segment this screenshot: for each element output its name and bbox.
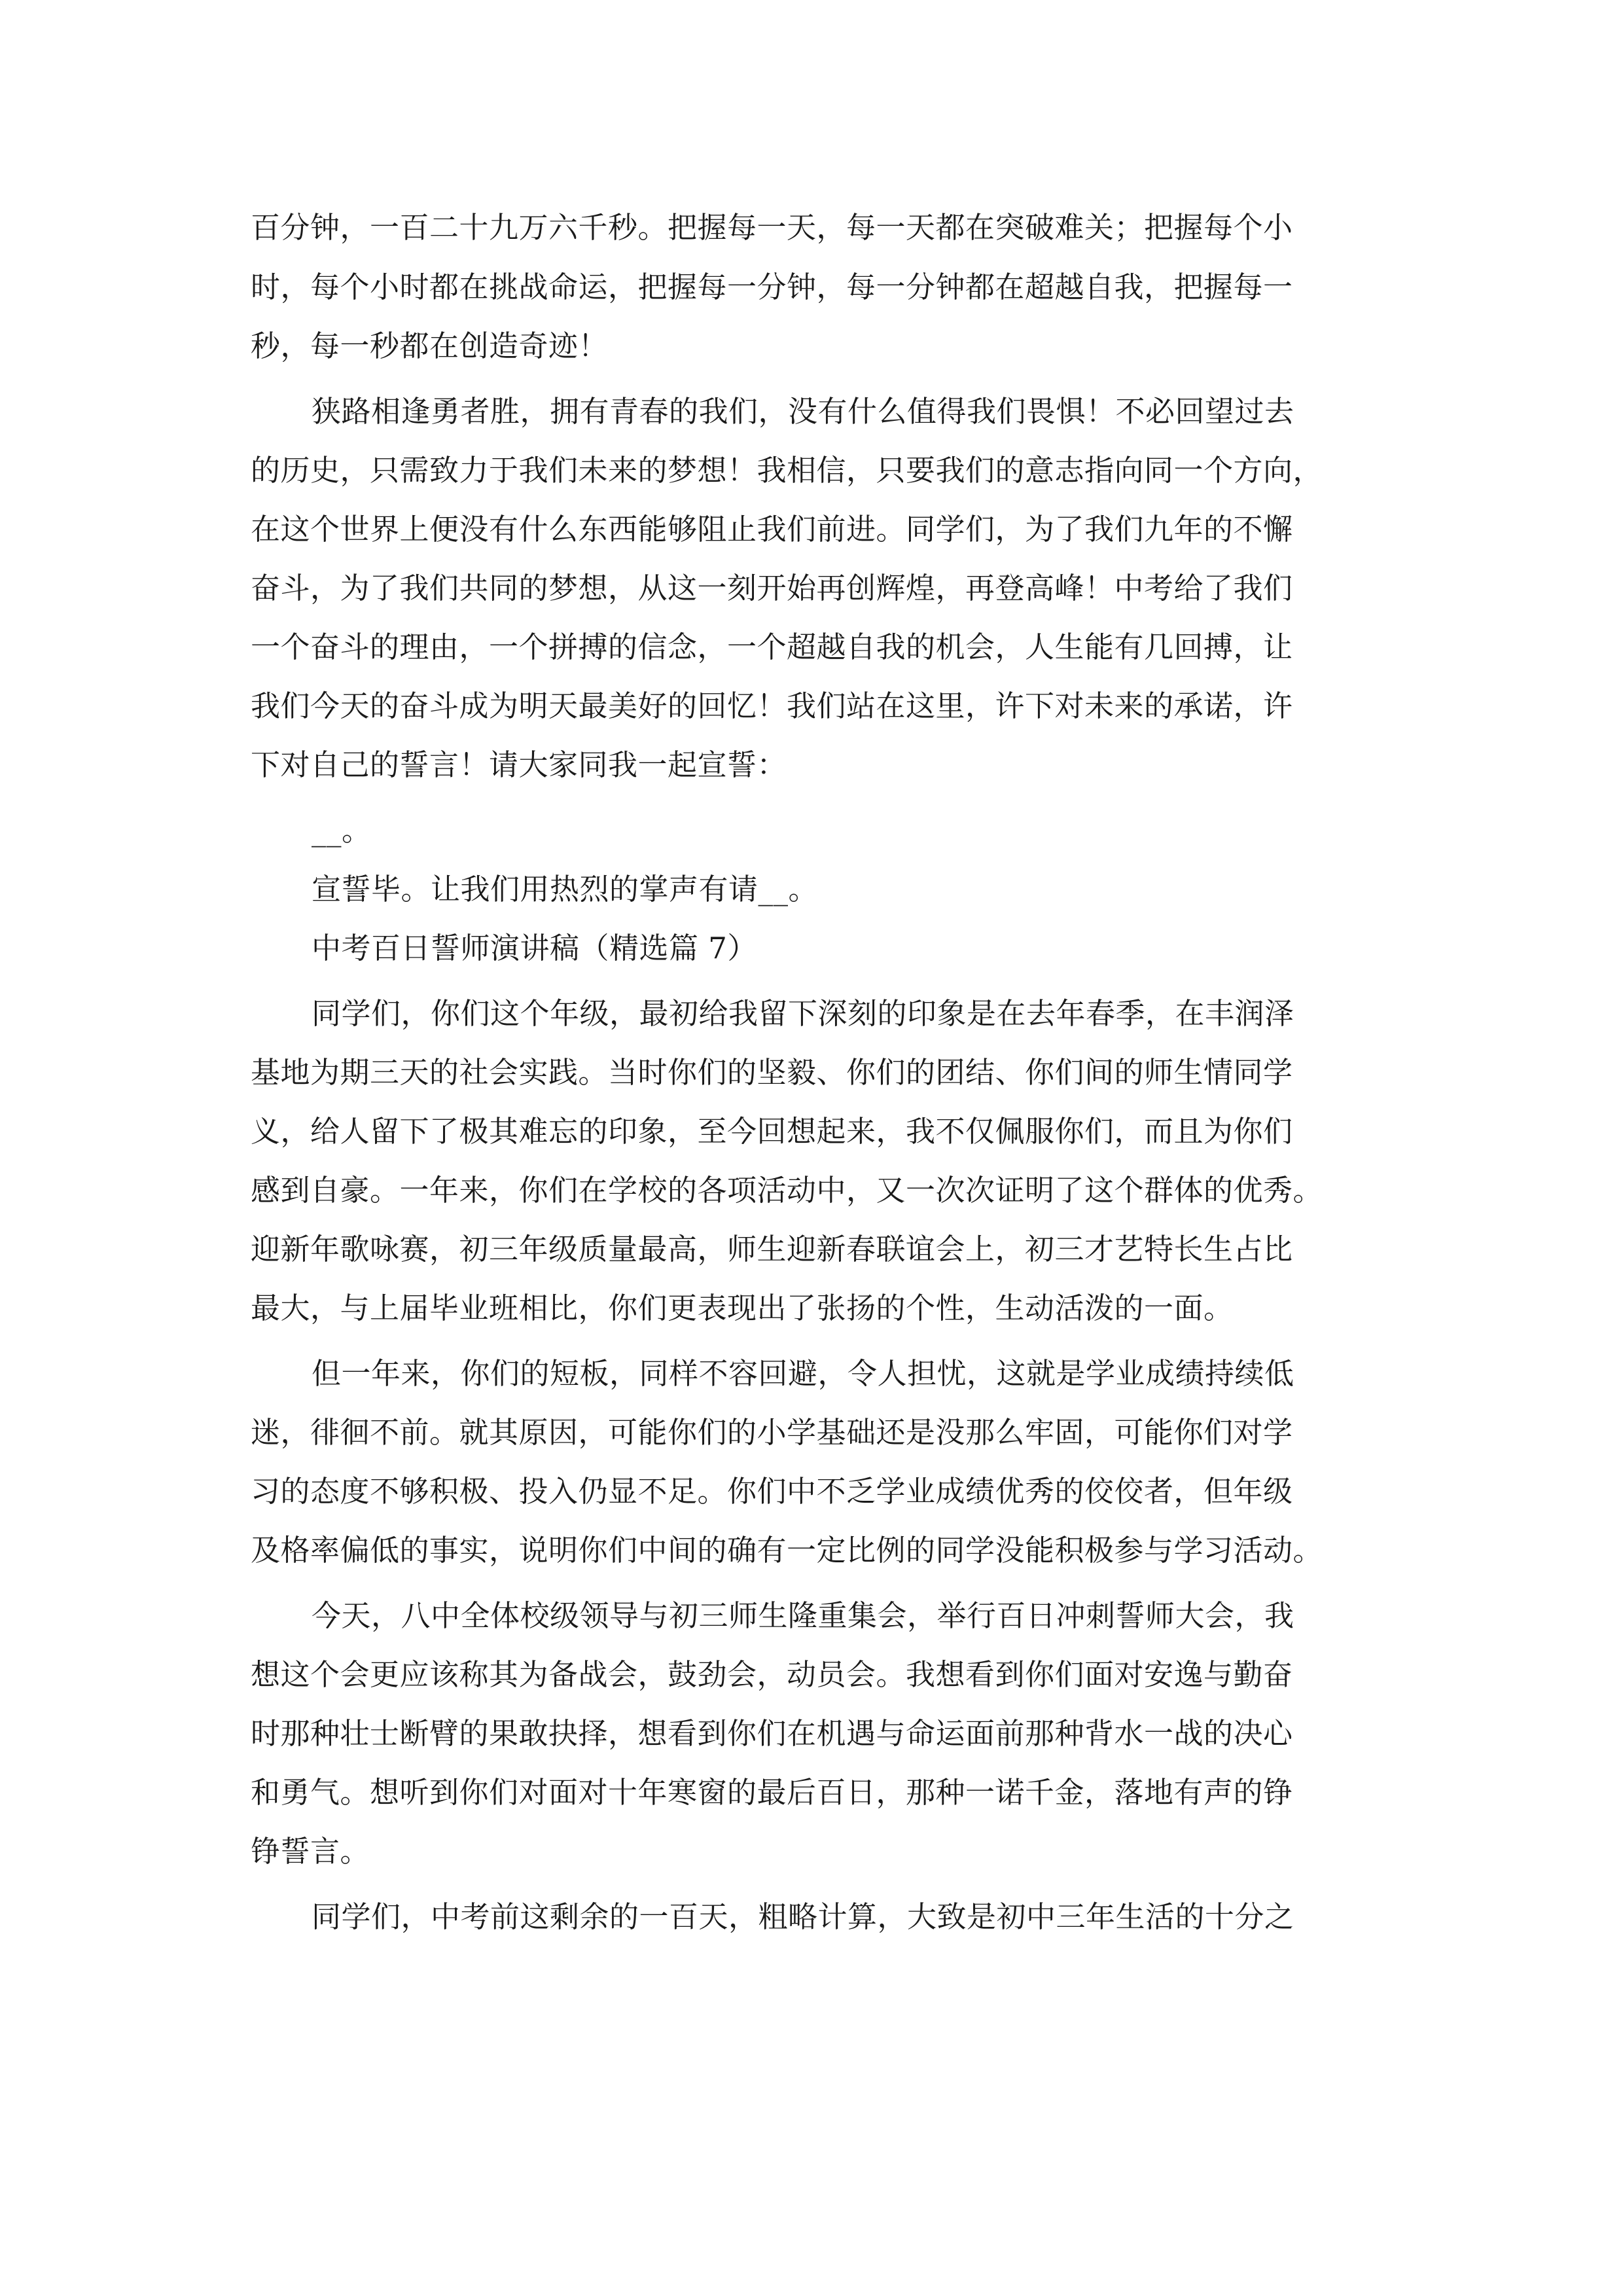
text-line: 奋斗，为了我们共同的梦想，从这一刻开始再创辉煌，再登高峰！中考给了我们 bbox=[251, 571, 1293, 605]
text-line: 我们今天的奋斗成为明天最美好的回忆！我们站在这里，许下对未来的承诺，许 bbox=[251, 689, 1293, 723]
paragraph-start-line: 宣誓毕。让我们用热烈的掌声有请__。 bbox=[312, 872, 819, 906]
text-line: 一个奋斗的理由，一个拼搏的信念，一个超越自我的机会，人生能有几回搏，让 bbox=[251, 630, 1293, 664]
text-line: 下对自己的誓言！请大家同我一起宣誓： bbox=[251, 747, 787, 782]
text-line: 在这个世界上便没有什么东西能够阻止我们前进。同学们，为了我们九年的不懈 bbox=[251, 512, 1293, 547]
paragraph-start-line: 今天，八中全体校级领导与初三师生隆重集会，举行百日冲刺誓师大会，我 bbox=[312, 1598, 1294, 1633]
paragraph-start-line: 同学们，中考前这剩余的一百天，粗略计算，大致是初中三年生活的十分之 bbox=[312, 1899, 1294, 1934]
paragraph-start-line: 同学们，你们这个年级，最初给我留下深刻的印象是在去年春季，在丰润泽 bbox=[312, 996, 1294, 1031]
text-line: 铮誓言。 bbox=[251, 1834, 370, 1869]
text-line: 义，给人留下了极其难忘的印象，至今回想起来，我不仅佩服你们，而且为你们 bbox=[251, 1114, 1293, 1149]
text-line: 迷，徘徊不前。就其原因，可能你们的小学基础还是没那么牢固，可能你们对学 bbox=[251, 1415, 1293, 1450]
text-line: 时，每个小时都在挑战命运，把握每一分钟，每一分钟都在超越自我，把握每一 bbox=[251, 270, 1293, 304]
text-line: 想这个会更应该称其为备战会，鼓劲会，动员会。我想看到你们面对安逸与勤奋 bbox=[251, 1657, 1293, 1692]
section-heading: 中考百日誓师演讲稿（精选篇 7） bbox=[312, 931, 757, 965]
text-line: 习的态度不够积极、投入仍显不足。你们中不乏学业成绩优秀的佼佼者，但年级 bbox=[251, 1474, 1293, 1509]
text-line: 秒，每一秒都在创造奇迹！ bbox=[251, 329, 609, 363]
text-line: 和勇气。想听到你们对面对十年寒窗的最后百日，那种一诺千金，落地有声的铮 bbox=[251, 1775, 1293, 1810]
text-line: 及格率偏低的事实，说明你们中间的确有一定比例的同学没能积极参与学习活动。 bbox=[251, 1533, 1323, 1568]
oath-placeholder: __。 bbox=[312, 813, 372, 848]
text-line: 基地为期三天的社会实践。当时你们的坚毅、你们的团结、你们间的师生情同学 bbox=[251, 1055, 1293, 1090]
text-line: 时那种壮士断臂的果敢抉择，想看到你们在机遇与命运面前那种背水一战的决心 bbox=[251, 1716, 1293, 1751]
text-line: 迎新年歌咏赛，初三年级质量最高，师生迎新春联谊会上，初三才艺特长生占比 bbox=[251, 1232, 1293, 1266]
text-line: 百分钟，一百二十九万六千秒。把握每一天，每一天都在突破难关；把握每个小 bbox=[251, 210, 1293, 245]
text-line: 的历史，只需致力于我们未来的梦想！我相信，只要我们的意志指向同一个方向， bbox=[251, 453, 1323, 488]
text-line: 感到自豪。一年来，你们在学校的各项活动中，又一次次证明了这个群体的优秀。 bbox=[251, 1173, 1323, 1208]
text-line: 最大，与上届毕业班相比，你们更表现出了张扬的个性，生动活泼的一面。 bbox=[251, 1291, 1234, 1325]
paragraph-start-line: 但一年来，你们的短板，同样不容回避，令人担忧，这就是学业成绩持续低 bbox=[312, 1356, 1294, 1391]
paragraph-start-line: 狭路相逢勇者胜，拥有青春的我们，没有什么值得我们畏惧！不必回望过去 bbox=[312, 394, 1294, 429]
